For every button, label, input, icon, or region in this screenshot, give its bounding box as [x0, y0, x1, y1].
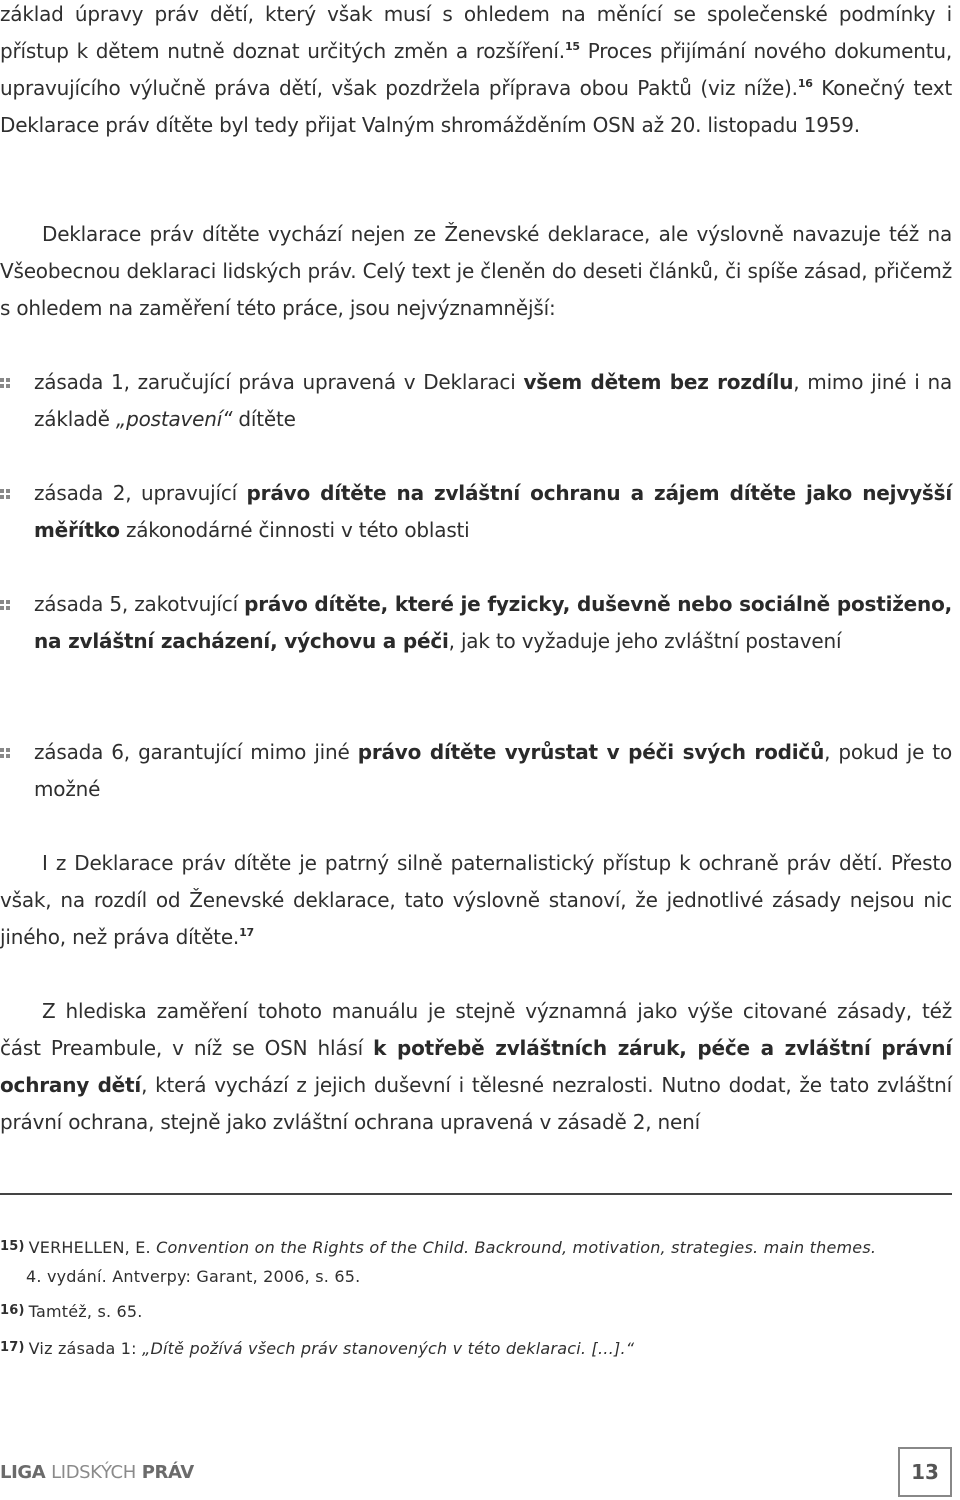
bullet-icon	[0, 489, 10, 499]
intro-text-3: Konečný text Deklarace práv dítěte byl tedy přijat Valným shromážděním OSN až 20. listopadu 1959.	[0, 76, 952, 137]
list-text: zásada 5, zakotvující	[34, 592, 245, 616]
list-text: zákonodárné činnosti v této oblasti	[119, 518, 470, 542]
footnote-divider	[0, 1193, 952, 1195]
list-text: , jak to vyžaduje jeho zvláštní postavení	[448, 629, 842, 653]
paragraph-declaration-text: Deklarace práv dítěte vychází nejen ze Ženevské deklarace, ale výslovně navazuje též na Všeobecnou deklaraci lidských práv. Celý text je členěn do deseti článků, či spíše zásad, přičemž s ohledem na zaměření této práce, jsou nejvýznamnější:	[0, 222, 952, 320]
list-text: , mimo jiné i na základě	[34, 370, 953, 431]
paragraph-preamble-bold: k potřebě zvláštních záruk, péče a zvláštní právní ochrany dětí	[0, 1036, 952, 1097]
footnote-15	[0, 1232, 952, 1291]
list-text: , pokud je to možné	[34, 740, 952, 801]
footnote-ref-15[interactable]: 15	[564, 40, 580, 53]
list-item	[0, 734, 952, 808]
list-text: zásada 2, upravující	[34, 481, 247, 505]
list-item	[0, 364, 952, 438]
footnote-italic-text: „Dítě požívá všech práv stanovených v této deklaraci. […].“	[142, 1339, 635, 1358]
paragraph-paternalism	[0, 845, 952, 956]
list-text: zásada 1, zaručující práva upravená v Deklaraci	[34, 370, 524, 394]
paragraph-declaration	[0, 216, 952, 327]
page-number	[898, 1447, 952, 1497]
footnote-number: 16)	[0, 1303, 25, 1318]
list-bold-text: právo dítěte vyrůstat v péči svých rodičů	[357, 740, 825, 764]
intro-text-2: Proces přijímání nového dokumentu, upravujícího výlučně práva dětí, však pozdržela příprava obou Paktů (viz níže).	[0, 39, 952, 100]
footnote-number: 15)	[0, 1239, 25, 1254]
list-bold-text: právo dítěte na zvláštní ochranu a zájem dítěte jako nejvyšší měřítko	[34, 481, 952, 542]
footnote-text: Tamtéž, s. 65.	[28, 1302, 143, 1321]
list-text: zásada 6, garantující mimo jiné	[34, 740, 358, 764]
logo-word: LIDSKÝCH	[51, 1462, 136, 1483]
footnote-ref-16[interactable]: 16	[797, 77, 813, 90]
footnote-ref-17[interactable]: 17	[239, 926, 255, 939]
footnote-text: Viz zásada 1:	[28, 1339, 143, 1358]
footnote-text: VERHELLEN, E.	[28, 1238, 157, 1257]
intro-paragraph	[0, 0, 952, 144]
footnote-text-continued: 4. vydání. Antverpy: Garant, 2006, s. 65.	[26, 1267, 361, 1286]
paragraph-paternalism-text: I z Deklarace práv dítěte je patrný silně paternalistický přístup k ochraně práv dětí. Přesto však, na rozdíl od Ženevské deklarace, tato výslovně stanoví, že jednotlivé zásady nejsou nic jiného, než práva dítěte.	[0, 851, 952, 949]
footnote-16	[0, 1296, 952, 1326]
paragraph-preamble	[0, 993, 952, 1141]
list-bold-text: všem dětem bez rozdílu	[523, 370, 794, 394]
logo-word: LIGA	[0, 1462, 46, 1483]
bullet-icon	[0, 600, 10, 610]
paragraph-preamble-text-end: , která vychází z jejich duševní i tělesné nezralosti. Nutno dodat, že tato zvláštní právní ochrana, stejně jako zvláštní ochrana upravená v zásadě 2, není	[0, 1073, 952, 1134]
list-bold-text: právo dítěte, které je fyzicky, duševně nebo sociálně postiženo, na zvláštní zacházení, výchovu a péči	[34, 592, 953, 653]
bullet-icon	[0, 378, 10, 388]
paragraph-preamble-text: Z hlediska zaměření tohoto manuálu je stejně významná jako výše citované zásady, též část Preambule, v níž se OSN hlásí	[0, 999, 952, 1060]
logo-word: PRÁV	[141, 1462, 194, 1483]
footnote-17	[0, 1333, 952, 1363]
list-item	[0, 475, 952, 549]
liga-lidskych-prav-logo	[0, 1462, 194, 1483]
footnote-number: 17)	[0, 1340, 25, 1355]
list-item	[0, 586, 952, 660]
page-number-text: 13	[911, 1460, 939, 1484]
footnote-italic-text: Convention on the Rights of the Child. Backround, motivation, strategies. main themes.	[156, 1238, 877, 1257]
bullet-icon	[0, 748, 10, 758]
list-text: dítěte	[232, 407, 296, 431]
intro-text-1: základ úpravy práv dětí, který však musí s ohledem na měnící se společenské podmínky i přístup k dětem nutně doznat určitých změn a rozšíření.	[0, 2, 952, 63]
list-italic-text: „postavení“	[115, 407, 233, 431]
